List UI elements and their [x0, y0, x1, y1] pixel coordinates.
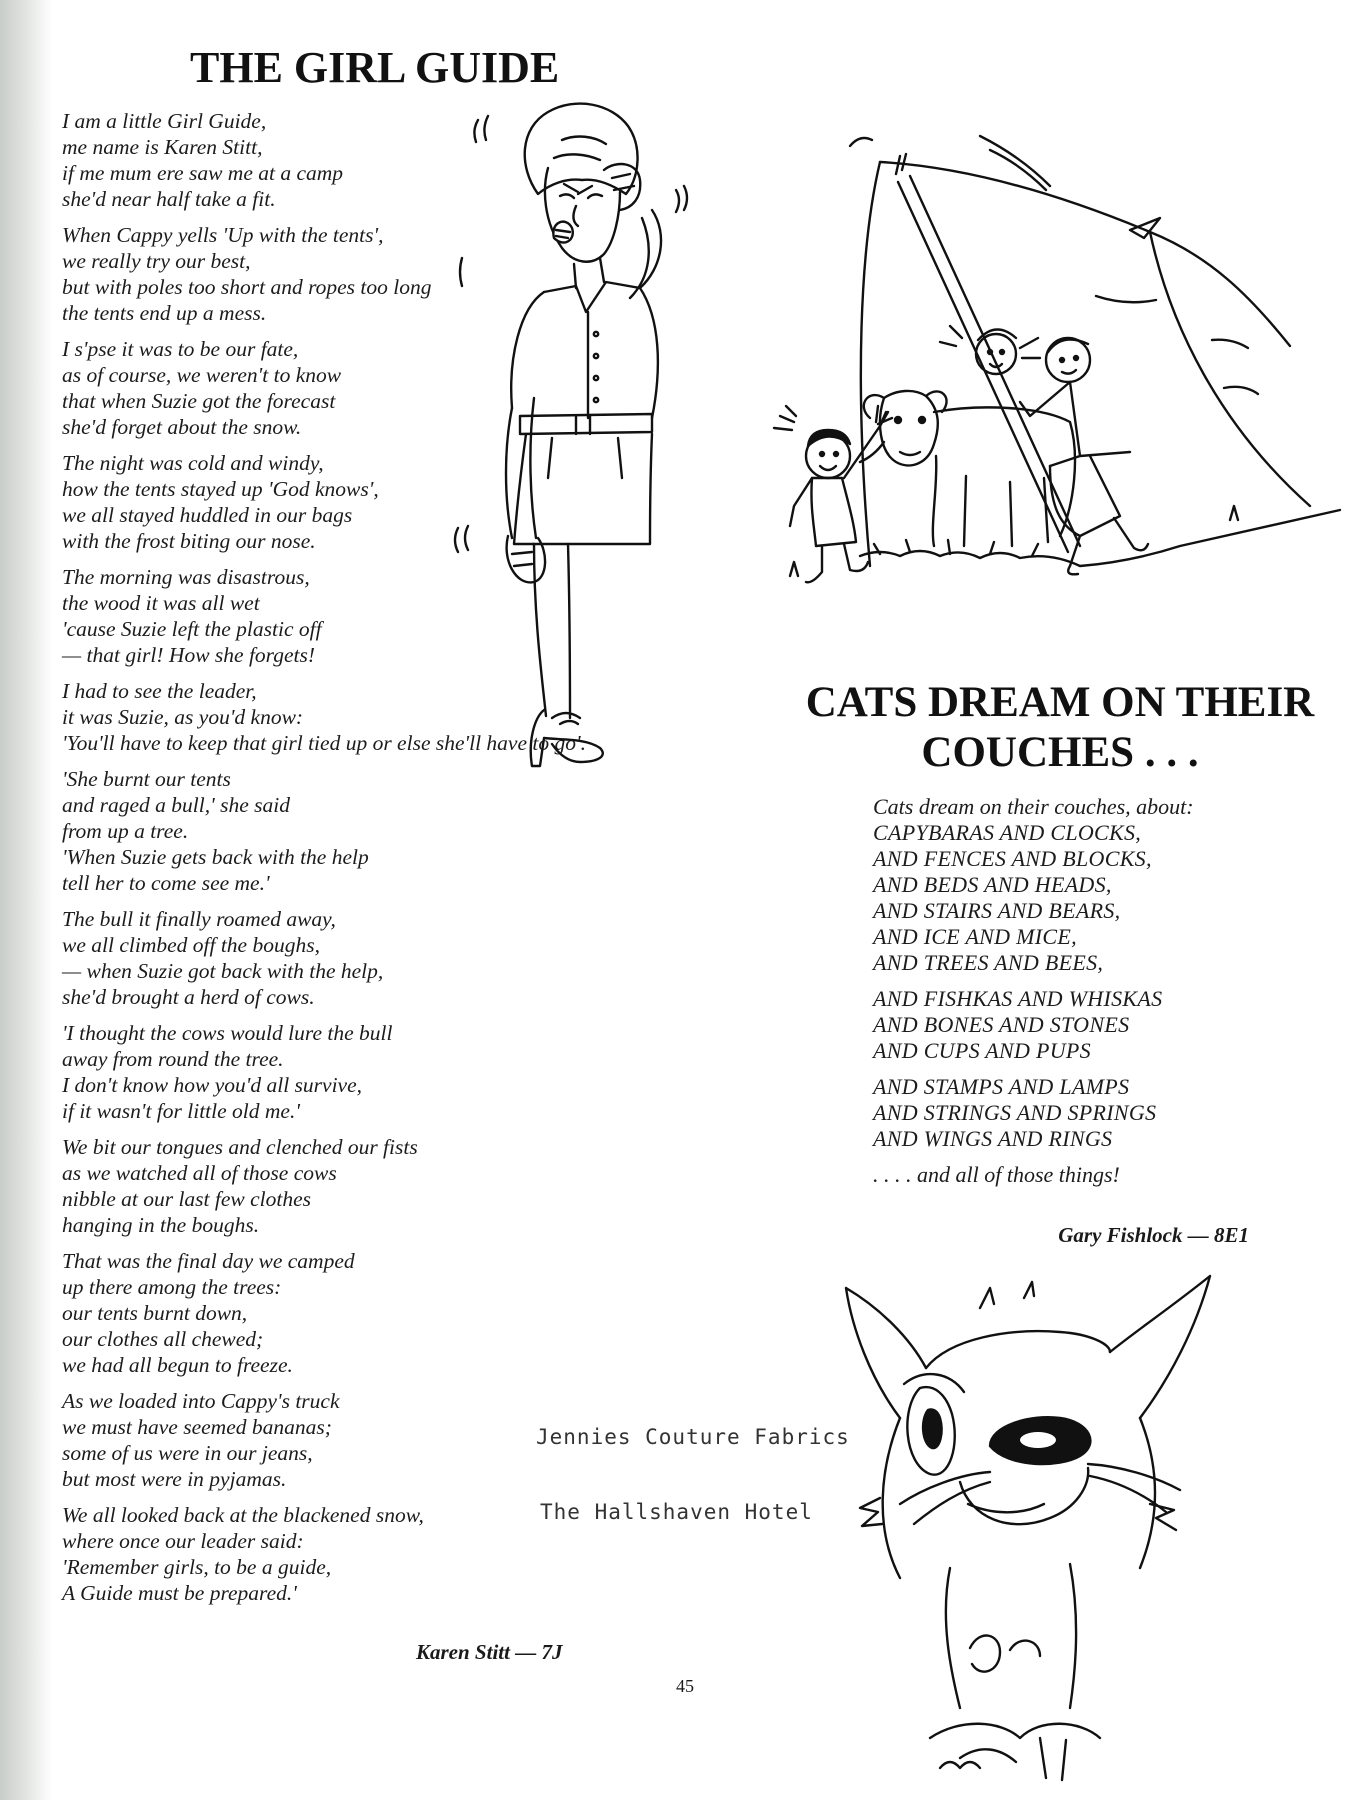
byline-karen-stitt: Karen Stitt — 7J	[416, 1640, 563, 1664]
poem-line: AND BONES AND STONES	[873, 1012, 1130, 1037]
poem-line: nibble at our last few clothes	[62, 1187, 312, 1211]
stanza	[873, 986, 1343, 1064]
poem-line: we all stayed huddled in our bags	[62, 503, 353, 527]
stanza	[873, 820, 1343, 976]
poem-line: AND STAIRS AND BEARS,	[873, 898, 1121, 923]
poem-line: AND TREES AND BEES,	[873, 950, 1104, 975]
poem-line: we really try our best,	[62, 249, 251, 273]
advertiser-jennies-couture-fabrics: Jennies Couture Fabrics	[536, 1425, 850, 1449]
poem-line: — that girl! How she forgets!	[62, 643, 316, 667]
poem-line: I am a little Girl Guide,	[62, 109, 267, 133]
poem-line: 'When Suzie gets back with the help	[62, 845, 369, 869]
poem-line: where once our leader said:	[62, 1529, 304, 1553]
poem-line: and raged a bull,' she said	[62, 793, 290, 817]
poem-line: 'She burnt our tents	[62, 767, 231, 791]
poem-line: AND WINGS AND RINGS	[873, 1126, 1113, 1151]
poem-line: she'd forget about the snow.	[62, 415, 302, 439]
poem-line: AND STRINGS AND SPRINGS	[873, 1100, 1157, 1125]
title-cats-dream: CATS DREAM ON THEIR COUCHES . . .	[805, 679, 1315, 776]
poem-line: When Cappy yells 'Up with the tents',	[62, 223, 384, 247]
poem-line: CAPYBARAS AND CLOCKS,	[873, 820, 1142, 845]
poem-cats-dream	[873, 794, 1343, 1188]
poem-line: 'I thought the cows would lure the bull	[62, 1021, 393, 1045]
title-girl-guide: THE GIRL GUIDE	[190, 43, 560, 92]
poem-line: AND ICE AND MICE,	[873, 924, 1077, 949]
poem-intro: Cats dream on their couches, about:	[873, 794, 1194, 819]
stanza	[873, 1074, 1343, 1152]
poem-line: if me mum ere saw me at a camp	[62, 161, 344, 185]
poem-line: from up a tree.	[62, 819, 189, 843]
poem-line: AND BEDS AND HEADS,	[873, 872, 1112, 897]
poem-line: we all climbed off the boughs,	[62, 933, 320, 957]
poem-line: hanging in the boughs.	[62, 1213, 260, 1237]
poem-line: our tents burnt down,	[62, 1301, 248, 1325]
poem-line: The night was cold and windy,	[62, 451, 324, 475]
poem-line: AND FISHKAS AND WHISKAS	[873, 986, 1163, 1011]
poem-line: with the frost biting our nose.	[62, 529, 316, 553]
poem-closing-line: . . . . and all of those things!	[873, 1162, 1120, 1187]
poem-line: — when Suzie got back with the help,	[62, 959, 384, 983]
poem-line: how the tents stayed up 'God knows',	[62, 477, 379, 501]
advertiser-hallshaven-hotel: The Hallshaven Hotel	[540, 1500, 813, 1524]
poem-line: tell her to come see me.'	[62, 871, 270, 895]
poem-line: 'You'll have to keep that girl tied up or else she'll have to go'.	[62, 731, 586, 755]
cat-face-illustration	[840, 1268, 1250, 1788]
poem-line: AND STAMPS AND LAMPS	[873, 1074, 1130, 1099]
poem-line: up there among the trees:	[62, 1275, 282, 1299]
stanza	[62, 1020, 722, 1124]
poem-line: 'cause Suzie left the plastic off	[62, 617, 322, 641]
poem-line: as of course, we weren't to know	[62, 363, 342, 387]
poem-line: our clothes all chewed;	[62, 1327, 264, 1351]
poem-line: we had all begun to freeze.	[62, 1353, 293, 1377]
poem-line: The bull it finally roamed away,	[62, 907, 336, 931]
poem-line: she'd near half take a fit.	[62, 187, 276, 211]
poem-line: some of us were in our jeans,	[62, 1441, 313, 1465]
page-binding-edge	[0, 0, 52, 1800]
stanza	[62, 1134, 722, 1238]
poem-line: as we watched all of those cows	[62, 1161, 337, 1185]
poem-line: I s'pse it was to be our fate,	[62, 337, 299, 361]
poem-line: she'd brought a herd of cows.	[62, 985, 315, 1009]
page-number: 45	[676, 1676, 694, 1696]
poem-line: but most were in pyjamas.	[62, 1467, 287, 1491]
poem-line: The morning was disastrous,	[62, 565, 310, 589]
poem-line: that when Suzie got the forecast	[62, 389, 336, 413]
poem-line: AND FENCES AND BLOCKS,	[873, 846, 1152, 871]
girl-guide-leader-illustration	[490, 98, 720, 858]
tent-scene-illustration	[750, 126, 1350, 646]
poem-line: the wood it was all wet	[62, 591, 260, 615]
stanza	[62, 1248, 722, 1378]
poem-line: the tents end up a mess.	[62, 301, 267, 325]
poem-line: I had to see the leader,	[62, 679, 257, 703]
poem-line: if it wasn't for little old me.'	[62, 1099, 300, 1123]
poem-line: As we loaded into Cappy's truck	[62, 1389, 340, 1413]
poem-line: but with poles too short and ropes too long	[62, 275, 432, 299]
poem-line: AND CUPS AND PUPS	[873, 1038, 1091, 1063]
poem-line: away from round the tree.	[62, 1047, 284, 1071]
poem-line: A Guide must be prepared.'	[62, 1581, 297, 1605]
poem-line: We bit our tongues and clenched our fists	[62, 1135, 418, 1159]
poem-line: That was the final day we camped	[62, 1249, 355, 1273]
poem-line: I don't know how you'd all survive,	[62, 1073, 363, 1097]
poem-line: We all looked back at the blackened snow,	[62, 1503, 424, 1527]
byline-gary-fishlock: Gary Fishlock — 8E1	[1058, 1223, 1249, 1247]
poem-line: it was Suzie, as you'd know:	[62, 705, 304, 729]
stanza	[62, 906, 722, 1010]
poem-line: me name is Karen Stitt,	[62, 135, 263, 159]
poem-line: 'Remember girls, to be a guide,	[62, 1555, 332, 1579]
poem-line: we must have seemed bananas;	[62, 1415, 332, 1439]
